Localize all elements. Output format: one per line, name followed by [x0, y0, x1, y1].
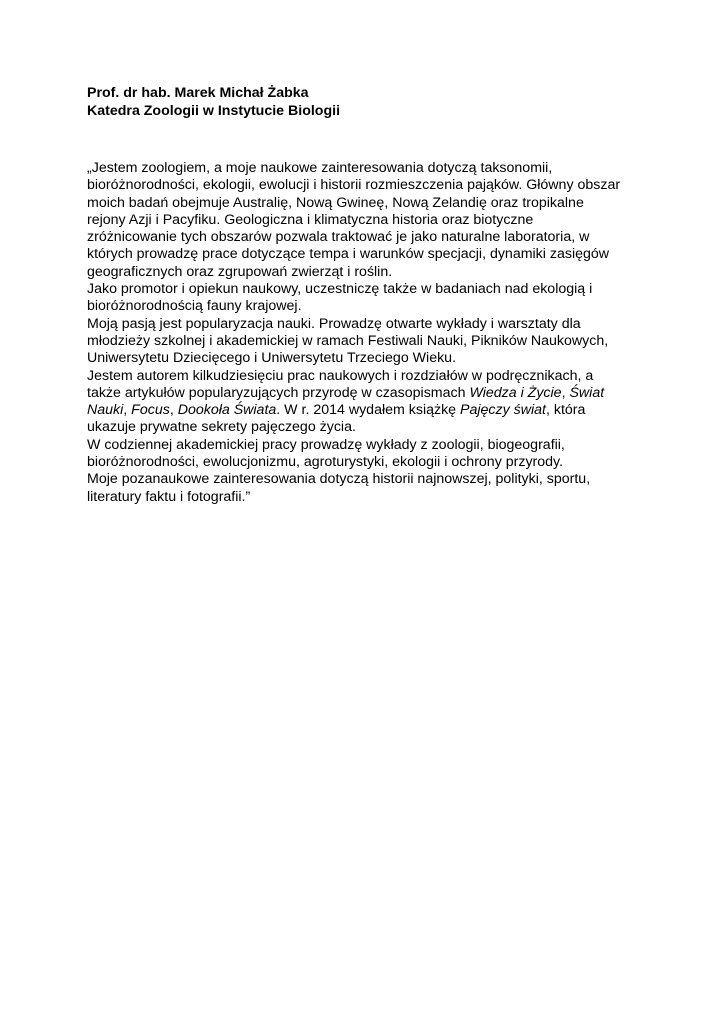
text-line: których prowadzę prace dotyczące tempa i warunków specjacji, dynamiki zasięgów	[87, 246, 610, 263]
bio-text	[87, 160, 647, 506]
magazine-title: Dookoła Świata	[177, 402, 277, 419]
text-line	[87, 385, 647, 402]
author-department: Katedra Zoologii w Instytucie Biologii	[87, 102, 341, 119]
text-line: Jako promotor i opiekun naukowy, uczestniczę także w badaniach nad ekologią i	[87, 281, 593, 298]
text-line: zróżnicowanie tych obszarów pozwala traktować je jako naturalne laboratoria, w	[87, 229, 590, 246]
text-line: Jestem autorem kilkudziesięciu prac naukowych i rozdziałów w podręcznikach, a	[87, 367, 594, 384]
text-segment: ,	[561, 384, 570, 401]
text-line: „Jestem zoologiem, a moje naukowe zainteresowania dotyczą taksonomii,	[87, 160, 553, 176]
document-page	[87, 85, 647, 506]
text-line: ukazuje prywatne sekrety pajęczego życia.	[87, 419, 356, 436]
text-segment: ,	[169, 402, 178, 419]
text-line: Moje pozanaukowe zainteresowania dotyczą historii najnowszej, polityki, sportu,	[87, 471, 591, 488]
text-line: Moją pasją jest popularyzacja nauki. Prowadzę otwarte wykłady i warsztaty dla	[87, 315, 581, 332]
author-name: Prof. dr hab. Marek Michał Żabka	[87, 85, 309, 101]
text-segment: , która	[545, 402, 586, 419]
magazine-title: Świat	[569, 384, 605, 401]
text-line: bioróżnorodności, ekologii, ewolucji i historii rozmieszczenia pająków. Główny obszar	[87, 177, 621, 194]
text-segment: . W r. 2014 wydałem książkę	[276, 402, 461, 419]
book-title: Pajęczy świat	[460, 402, 546, 419]
text-line: literatury faktu i fotografii.”	[87, 488, 251, 505]
text-segment: ,	[123, 402, 132, 419]
text-segment: także artykułów popularyzujących przyrodę w czasopismach	[87, 384, 470, 401]
magazine-title: Focus	[131, 402, 170, 419]
text-line: geograficznych oraz zgrupowań zwierząt i roślin.	[87, 263, 393, 280]
text-line: młodzieży szkolnej i akademickiej w ramach Festiwali Nauki, Pikników Naukowych,	[87, 332, 609, 349]
magazine-title: Wiedza i Życie	[469, 384, 562, 401]
text-line: bioróżnorodnością fauny krajowej.	[87, 298, 302, 315]
text-line: moich badań obejmuje Australię, Nową Gwineę, Nową Zelandię oraz tropikalne	[87, 194, 584, 211]
text-line	[87, 402, 647, 419]
text-line: Uniwersytetu Dziecięcego i Uniwersytetu Trzeciego Wieku.	[87, 350, 457, 367]
text-line: rejony Azji i Pacyfiku. Geologiczna i klimatyczna historia oraz biotyczne	[87, 211, 534, 228]
text-line: W codziennej akademickiej pracy prowadzę wykłady z zoologii, biogeografii,	[87, 436, 565, 453]
text-line: bioróżnorodności, ewolucjonizmu, agroturystyki, ekologii i ochrony przyrody.	[87, 454, 564, 471]
magazine-title: Nauki	[87, 402, 124, 419]
